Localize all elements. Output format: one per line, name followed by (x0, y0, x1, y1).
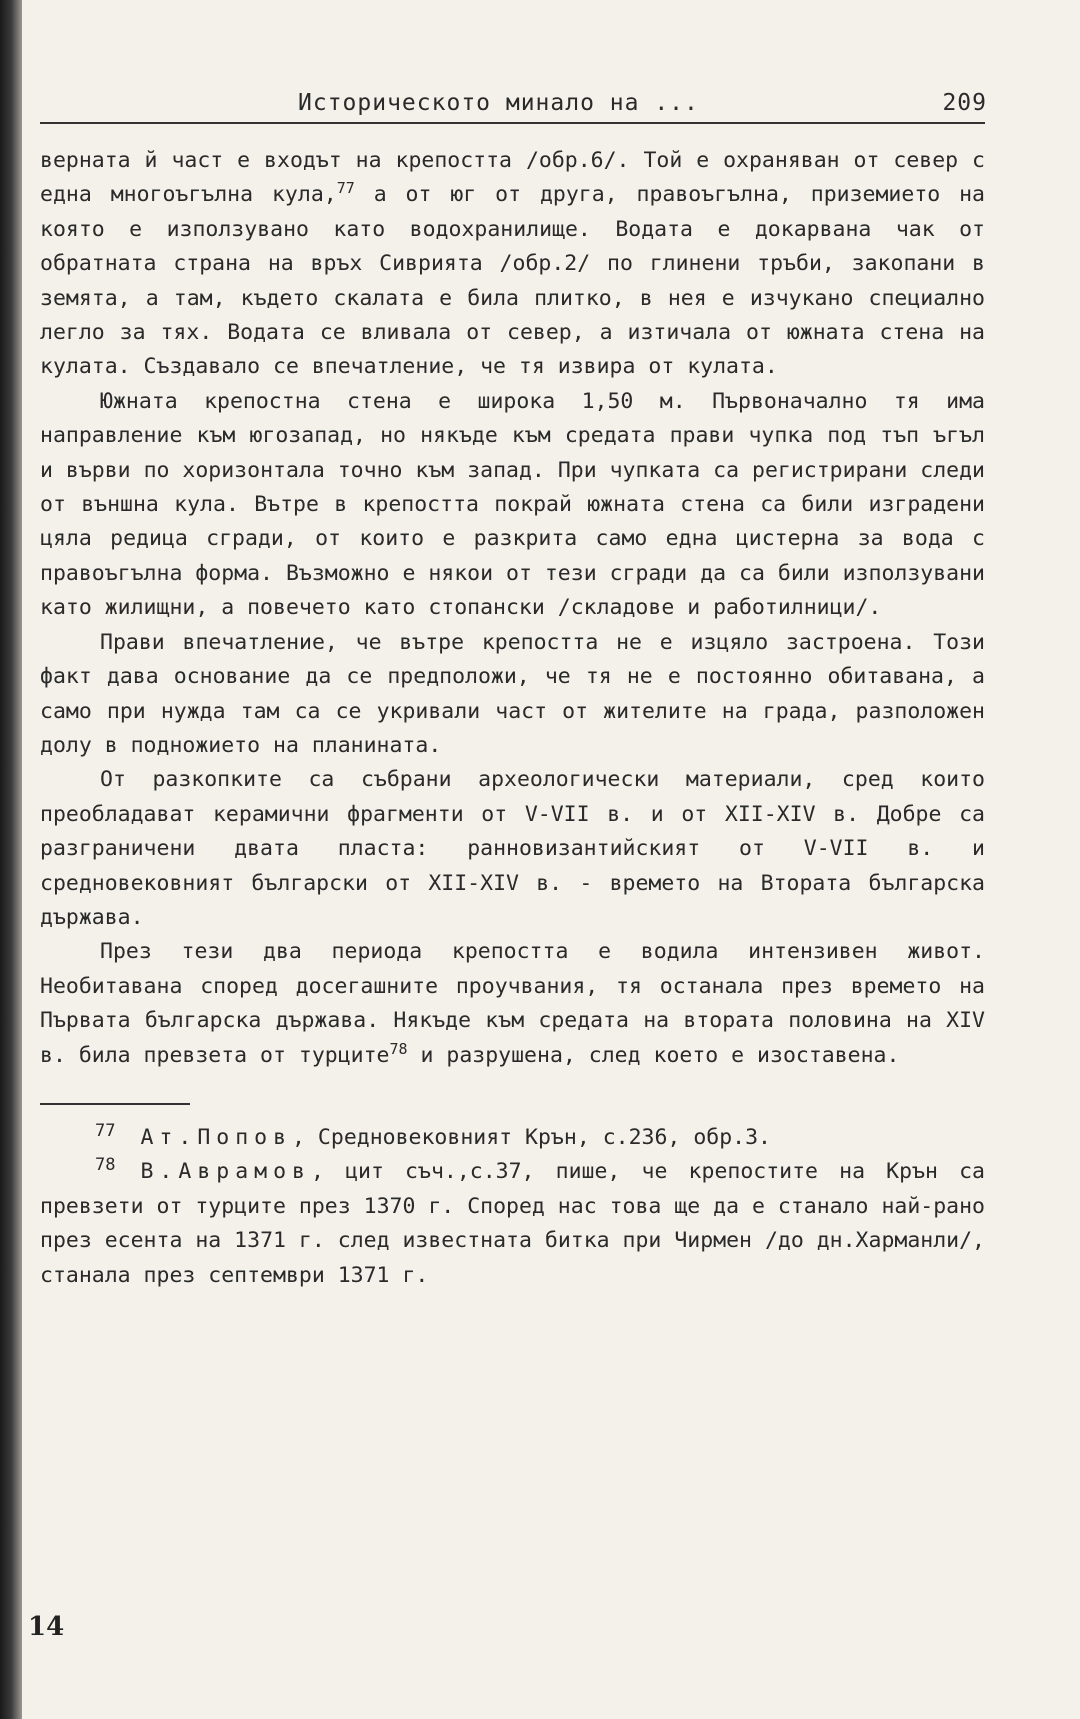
footnote-number: 78 (95, 1155, 116, 1176)
footnote-ref-78[interactable]: 78 (389, 1039, 408, 1058)
paragraph-4: От разкопките са събрани археологически материали, сред които преобладават керамични фрагменти от V-VII в. и от XII-XIV в. Добре са разграничени двата пласта: ранновизантийският от V-VII в. и средновековният български от XII-XIV в. - времето на Втората българска държава. (40, 767, 985, 930)
paragraph-3: Прави впечатление, че вътре крепостта не е изцяло застроена. Този факт дава основание да се предположи, че тя не е постоянно обитавана, а само при нужда там са се укривали част от жителите на града, разположен долу в подножието на планината. (40, 629, 985, 758)
paragraph-2: Южната крепостна стена е широка 1,50 м. Първоначално тя има направление към югозапад, но някъде към средата прави чупка под тъп ъгъл и върви по хоризонтала точно към запад. При чупката са регистрирани следи от външна кула. Вътре в крепостта покрай южната стена са били изградени цяла редица сгради, от които е разкрита само една цистерна за вода с правоъгълна форма. Възможно е някои от тези сгради да са били използувани като жилищни, а повечето като стопански /складове и работилници/. (40, 388, 985, 621)
paragraph-1: верната й част е входът на крепостта /обр.6/. Той е охраняван от север с една многоъгълна кула,$^{77}$ а от юг от друга, правоъгълна, приземието на която е използувано като водохранилище. Водата е докарвана чак от обратната страна на връх Сиврията /обр.2/ по глинени тръби, закопани в земята, а там, където скалата е била плитко, в нея е изчукано специално легло за тях. Водата се вливала от север, а изтичала от южната стена на кулата. Създавало се впечатление, че тя извира от кулата. (40, 148, 986, 380)
footnote-number: 77 (95, 1120, 116, 1141)
page (40, 80, 985, 1293)
footnote-author: Ат.Попов (140, 1124, 293, 1150)
main-text (40, 144, 985, 1073)
footnote-separator (40, 1103, 190, 1105)
paragraph-5: През тези два периода крепостта е водила интензивен живот. Необитавана според досегашните проучвания, тя останала през времето на Първата българска държава. Някъде към средата на втората половина на XIV в. била превзета от турците$^{78}$ и разрушена, след което е изоставена. (40, 939, 985, 1068)
footnote-77: $^{77}$ Ат.Попов, Средновековният Крън, с.236, обр.3. (95, 1120, 771, 1150)
footnote-ref-77[interactable]: 77 (336, 179, 355, 198)
book-spine-shadow (0, 0, 22, 1719)
running-header (40, 80, 985, 124)
footnote-author: В.Аврамов (140, 1159, 311, 1185)
page-number: 209 (942, 90, 987, 116)
running-title: Историческото минало на ... (298, 90, 699, 116)
footnote-78: $^{78}$ В.Аврамов, цит съч.,с.37, пише, че крепостите на Крън са превзети от турците през 1370 г. Според нас това ще да е станало най-рано през есента на 1371 г. след известната битка при Чирмен /до дн.Харманли/, станала през септември 1371 г. (40, 1155, 985, 1288)
signature-number: 14 (28, 1612, 65, 1642)
